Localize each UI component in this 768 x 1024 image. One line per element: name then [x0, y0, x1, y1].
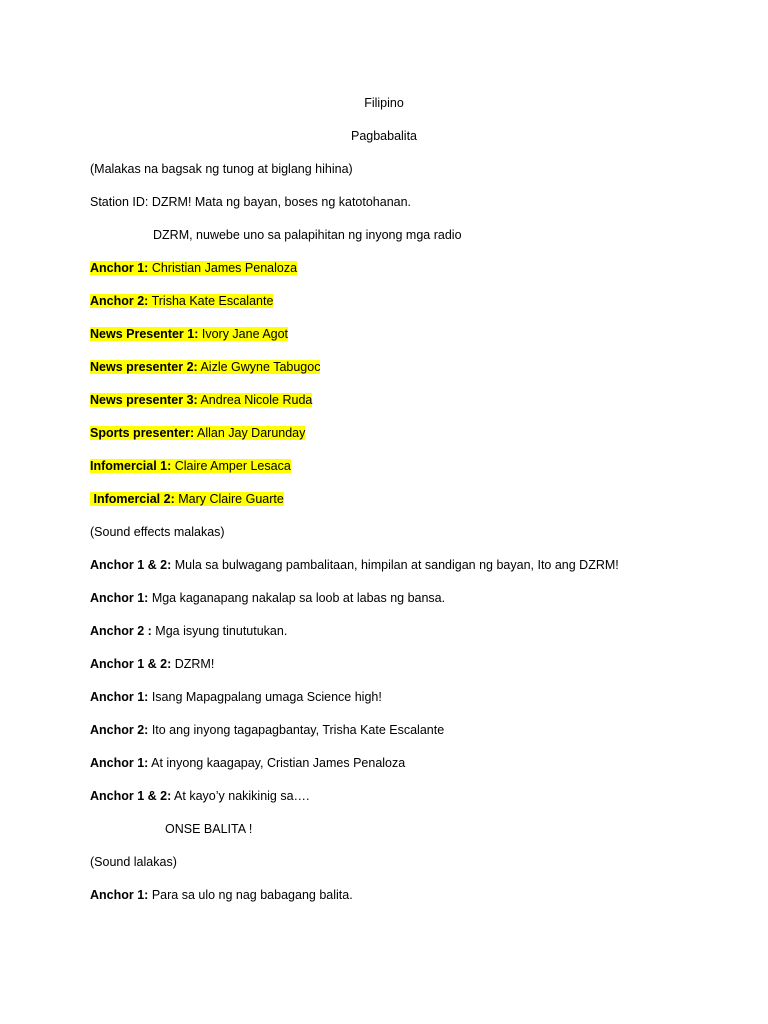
script-line [90, 788, 310, 804]
script-speaker: Anchor 1 & 2: [90, 558, 172, 572]
cast-role: Infomercial 1: [90, 459, 172, 473]
script-speaker: Anchor 1: [90, 690, 149, 704]
station-id-text: DZRM! Mata ng bayan, boses ng katotohanan. [148, 195, 412, 209]
onse-balita-heading: ONSE BALITA ! [165, 822, 253, 836]
script-speaker: Anchor 1: [90, 888, 149, 902]
cast-name: Trisha Kate Escalante [148, 294, 274, 308]
script-speaker: Anchor 1: [90, 591, 149, 605]
script-text: Ito ang inyong tagapagbantay, Trisha Kate Escalante [148, 723, 445, 737]
cast-role: Anchor 2: [90, 294, 149, 308]
script-line [90, 623, 287, 639]
cast-name: Ivory Jane Agot [198, 327, 289, 341]
cast-name: Andrea Nicole Ruda [197, 393, 313, 407]
script-text: At inyong kaagapay, Cristian James Penaloza [148, 756, 406, 770]
cast-line [90, 425, 305, 441]
script-text: Mula sa bulwagang pambalitaan, himpilan at sandigan ng bayan, Ito ang DZRM! [171, 558, 619, 572]
cast-role: Infomercial 2: [90, 492, 175, 506]
script-line [90, 590, 445, 606]
cast-name: Claire Amper Lesaca [171, 459, 291, 473]
script-speaker: Anchor 2 : [90, 624, 152, 638]
script-line [90, 755, 405, 771]
cast-line [90, 458, 291, 474]
script-speaker: Anchor 2: [90, 723, 149, 737]
script-line [90, 887, 353, 903]
cast-role: News Presenter 1: [90, 327, 199, 341]
document-title: Filipino [364, 96, 404, 110]
script-line [90, 656, 214, 672]
script-speaker: Anchor 1: [90, 756, 149, 770]
cast-name: Allan Jay Darunday [194, 426, 306, 440]
cast-role: Sports presenter: [90, 426, 195, 440]
script-text: DZRM! [171, 657, 215, 671]
script-text: Isang Mapagpalang umaga Science high! [148, 690, 382, 704]
script-speaker: Anchor 1 & 2: [90, 657, 172, 671]
cast-line [90, 326, 288, 342]
station-id-label: Station ID: [90, 195, 149, 209]
cast-name: Christian James Penaloza [148, 261, 298, 275]
cast-name: Mary Claire Guarte [174, 492, 284, 506]
cast-role: Anchor 1: [90, 261, 149, 275]
cast-role: News presenter 2: [90, 360, 198, 374]
cast-line [90, 293, 273, 309]
script-line [90, 689, 382, 705]
script-text: At kayo’y nakikinig sa…. [171, 789, 310, 803]
script-line [90, 557, 619, 573]
script-text: Mga kaganapang nakalap sa loob at labas ng bansa. [148, 591, 446, 605]
script-text: Mga isyung tinututukan. [151, 624, 288, 638]
sound-effects-note: (Sound lalakas) [90, 855, 177, 869]
document-subtitle: Pagbabalita [350, 129, 418, 143]
cast-line [90, 359, 320, 375]
cast-name: Aizle Gwyne Tabugoc [197, 360, 321, 374]
sound-effects-note: (Sound effects malakas) [90, 525, 225, 539]
cast-line [90, 392, 312, 408]
station-id-line [90, 194, 411, 210]
station-tagline: DZRM, nuwebe uno sa palapihitan ng inyong mga radio [153, 228, 462, 242]
cast-line [90, 260, 297, 276]
cast-role: News presenter 3: [90, 393, 198, 407]
cast-line [90, 491, 284, 507]
script-line [90, 722, 444, 738]
script-speaker: Anchor 1 & 2: [90, 789, 172, 803]
intro-note: (Malakas na bagsak ng tunog at biglang hihina) [90, 162, 353, 176]
script-text: Para sa ulo ng nag babagang balita. [148, 888, 353, 902]
